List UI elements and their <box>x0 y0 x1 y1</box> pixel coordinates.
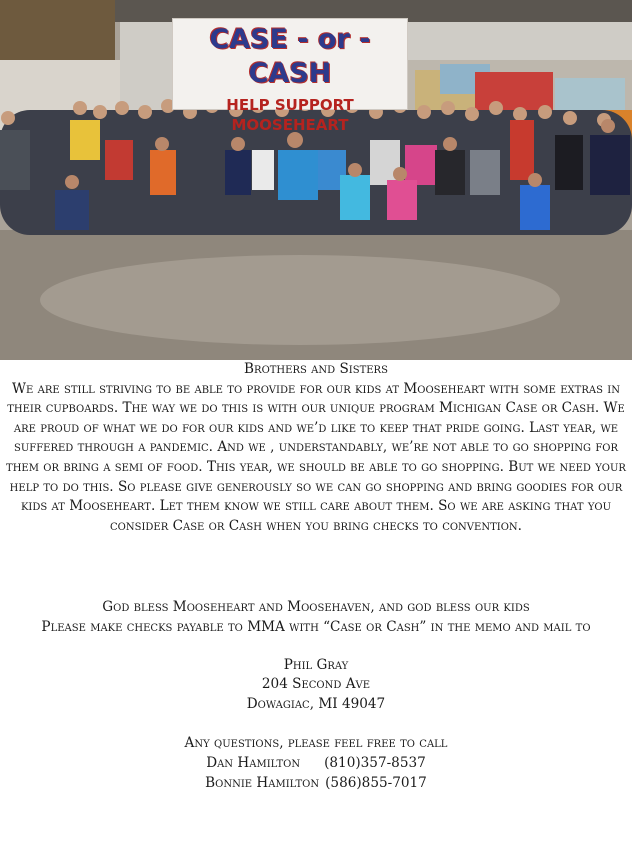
contact-name: Bonnie Hamilton <box>205 774 320 791</box>
group-photo <box>0 0 632 360</box>
blessing-line: God bless Mooseheart and Moosehaven, and god bless our kids <box>102 599 530 616</box>
letter <box>0 360 632 793</box>
check-instructions: Please make checks payable to MMA with “Case or Cash” in the memo and mail to <box>41 618 591 635</box>
letter-heading: Brothers and Sisters <box>244 361 388 377</box>
banner-title: CASE - or - CASH <box>209 24 371 89</box>
contact-phone: (586)855-7017 <box>325 774 427 791</box>
mail-city: Dowagiac, MI 49047 <box>246 695 386 712</box>
contact-row <box>0 774 632 794</box>
banner-subtitle: HELP SUPPORT MOOSEHEART <box>226 96 354 134</box>
contact-phone: (810)357-8537 <box>324 754 426 771</box>
contact-row <box>0 754 632 774</box>
case-or-cash-banner <box>172 18 408 134</box>
questions-line: Any questions, please feel free to call <box>184 735 448 752</box>
letter-body: We are still striving to be able to provide for our kids at Mooseheart with some extras in their cupboards. The way we do this is with our unique program Michigan Case or Cash. We are proud of what we do for our kids and we’d like to keep that pride going. Last year, we suffered through a pandemic. And we , understandably, we’re not able to go shopping for them or bring a semi of food. This year, we should be able to go shopping. But we need your help to do this. So please give generously so we can go shopping and bring goodies for our kids at Mooseheart. Let them know we still care about them. So we are asking that you consider Case or Cash when you bring checks to convention. <box>6 380 626 534</box>
mail-name: Phil Gray <box>283 656 349 673</box>
mail-street: 204 Second Ave <box>261 676 371 693</box>
contact-name: Dan Hamilton <box>206 754 301 771</box>
